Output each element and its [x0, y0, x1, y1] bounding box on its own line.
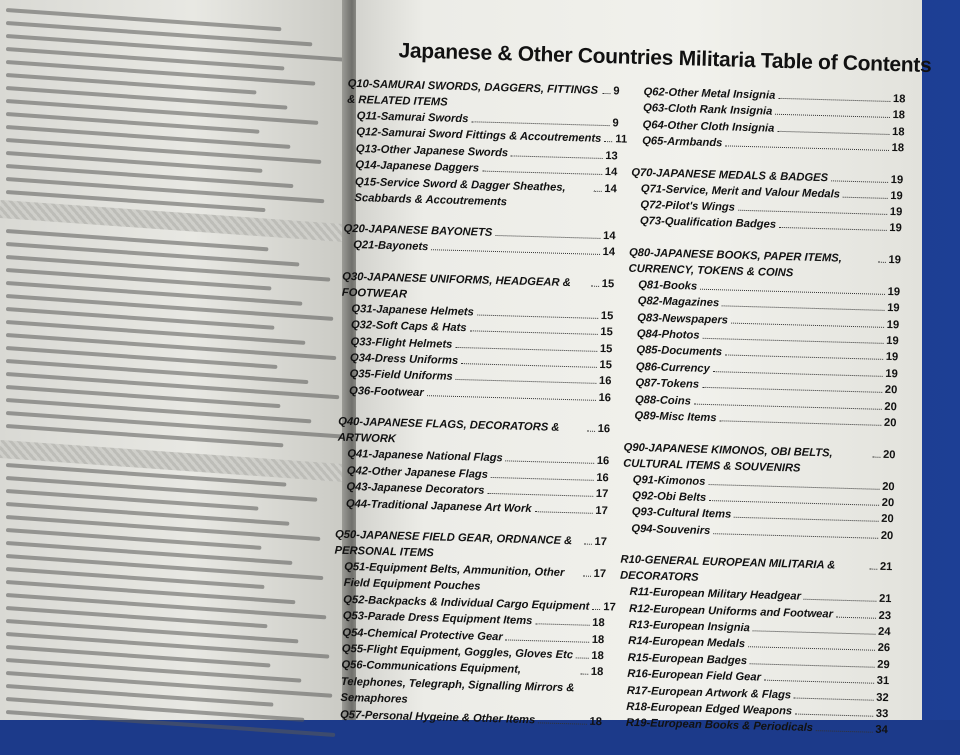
left-page-text-line [6, 34, 343, 62]
toc-entry-label: Q65-Armbands [641, 135, 723, 150]
toc-dot-leader [836, 616, 876, 618]
toc-entry-page: 19 [885, 351, 899, 364]
toc-dot-leader [816, 731, 872, 734]
toc-entry-page: 20 [883, 417, 897, 430]
toc-section-page: 15 [601, 277, 615, 291]
toc-dot-leader [843, 196, 887, 198]
left-page-text-line [6, 411, 342, 438]
toc-dot-leader [731, 322, 884, 327]
toc-entry-page: 18 [891, 142, 905, 155]
left-page-text-line [6, 138, 322, 164]
left-page-text-line [6, 710, 335, 737]
toc-dot-leader [725, 355, 883, 360]
toc-entry-label: Q35-Field Uniforms [349, 368, 453, 384]
toc-entry-label: Q85-Documents [636, 344, 723, 359]
toc-section [344, 76, 628, 214]
toc-entry-label: Q62-Other Metal Insignia [643, 86, 776, 102]
toc-section-page: 19 [888, 253, 902, 267]
toc-entry-label: R14-European Medals [628, 635, 746, 651]
toc-entry-label: Q34-Dress Uniforms [349, 352, 459, 368]
toc-dot-leader [872, 456, 880, 457]
toc-entry-page: 18 [892, 93, 906, 106]
toc-entry-page: 16 [596, 455, 610, 468]
toc-entry-page: 18 [892, 109, 906, 122]
toc-dot-leader [583, 543, 591, 544]
toc-entry-label: Q89-Misc Items [634, 410, 717, 425]
toc-dot-leader [750, 663, 874, 667]
toc-entry-page: 17 [595, 504, 609, 517]
toc-entry-page: 9 [612, 117, 619, 130]
toc-dot-leader [775, 114, 889, 118]
toc-entry-page: 26 [877, 642, 891, 655]
toc-entry-label: Q73-Qualification Badges [639, 215, 777, 232]
toc-entry-label: R19-European Books & Periodicals [625, 717, 814, 735]
toc-entry-page: 17 [603, 600, 616, 614]
toc-section [343, 221, 616, 261]
toc-dot-leader [482, 171, 602, 175]
toc-entry-label: Q11-Samurai Swords [356, 110, 469, 126]
right-page [334, 0, 932, 737]
toc-entry-label: Q81-Books [637, 278, 698, 293]
toc-entry-label: Q64-Other Cloth Insignia [642, 118, 775, 135]
toc-section-title: R10-GENERAL EUROPEAN MILITARIA & DECORATORS [619, 553, 836, 584]
toc-section [621, 439, 896, 544]
toc-entry-page: 16 [598, 391, 612, 405]
toc-dot-leader [469, 331, 597, 336]
toc-dot-leader [587, 431, 595, 432]
toc-section [616, 552, 893, 739]
toc-entry-label: R12-European Uniforms and Footwear [628, 602, 834, 621]
toc-entry-label: Q82-Magazines [637, 295, 720, 310]
toc-section-title: Q70-JAPANESE MEDALS & BADGES [631, 166, 829, 184]
toc-entry-label: Q36-Footwear [348, 384, 424, 399]
toc-entry-page: 15 [599, 359, 613, 372]
toc-entry-page: 13 [605, 149, 618, 163]
toc-entry-page: 15 [600, 309, 614, 323]
toc-entry-label: Q53-Parade Dress Equipment Items [342, 609, 533, 628]
toc-dot-leader [877, 262, 885, 263]
toc-entry-label: Q92-Obi Belts [632, 489, 707, 504]
toc-dot-leader [713, 533, 878, 539]
toc-dot-leader [702, 387, 882, 393]
toc-dot-leader [583, 575, 591, 576]
toc-dot-leader [869, 569, 877, 570]
toc-entry-page: 34 [875, 724, 888, 737]
toc-entry-page: 18 [591, 649, 604, 663]
toc-entry-page: 14 [602, 246, 616, 259]
toc-entry [330, 657, 603, 714]
toc-dot-leader [794, 697, 873, 700]
toc-entry-label: Q87-Tokens [635, 377, 700, 392]
toc-section [336, 414, 611, 519]
toc-dot-leader [506, 461, 594, 464]
toc-entry-label: Q32-Soft Caps & Hats [350, 319, 467, 335]
toc-entry-label: Q54-Chemical Protective Gear [342, 626, 503, 643]
toc-column-left [329, 76, 628, 745]
toc-column-right [615, 84, 905, 754]
left-page-text-line [6, 320, 306, 345]
left-page-text-line [6, 333, 336, 360]
left-page-text-line [6, 99, 319, 125]
toc-title: Japanese & Other Countries Militaria Table of Contents [398, 39, 932, 78]
toc-dot-leader [694, 403, 882, 409]
toc-entry [344, 173, 617, 213]
left-page-text-line [6, 593, 326, 619]
toc-section-title: Q40-JAPANESE FLAGS, DECORATORS & ARTWORK [337, 415, 560, 446]
toc-dot-leader [702, 338, 883, 344]
left-page-text-line [6, 21, 313, 46]
toc-entry-label: Q31-Japanese Helmets [351, 302, 475, 319]
toc-entry-page: 20 [884, 384, 898, 397]
toc-dot-leader [777, 131, 889, 135]
toc-entry-page: 20 [882, 480, 895, 493]
left-page-text-line [6, 554, 324, 580]
toc-entry-page: 17 [595, 487, 609, 501]
toc-entry-page: 15 [599, 342, 613, 355]
toc-dot-leader [427, 395, 596, 401]
toc-entry-page: 14 [604, 182, 617, 195]
toc-dot-leader [713, 371, 883, 377]
toc-section [339, 269, 615, 407]
toc-section-title: Q30-JAPANESE UNIFORMS, HEADGEAR & FOOTWEAR [341, 270, 571, 301]
toc-entry-label: Q72-Pilot's Wings [640, 199, 736, 214]
toc-dot-leader [795, 714, 873, 717]
toc-entry-page: 24 [877, 625, 891, 639]
toc-entry-page: 33 [875, 707, 889, 721]
toc-section-page: 19 [890, 173, 904, 186]
toc-entry-page: 20 [884, 400, 898, 413]
toc-section-page: 21 [879, 560, 893, 574]
toc-entry-page: 19 [886, 318, 900, 331]
toc-dot-leader [592, 609, 600, 610]
toc-entry-page: 20 [881, 513, 894, 526]
toc-dot-leader [602, 93, 610, 94]
toc-dot-leader [431, 250, 599, 256]
toc-dot-leader [738, 210, 887, 215]
toc-section-title: Q80-JAPANESE BOOKS, PAPER ITEMS, CURRENCY, TOKENS & COINS [628, 246, 842, 280]
left-page [0, 0, 352, 720]
toc-entry-label: Q15-Service Sword & Dagger Sheathes, Scabbards & Accoutrements [354, 175, 566, 209]
left-page-text-line [6, 359, 309, 384]
left-page-text-line [6, 60, 316, 86]
toc-dot-leader [804, 599, 876, 602]
toc-section-title: Q90-JAPANESE KIMONOS, OBI BELTS, CULTURAL ITEMS & SOUVENIRS [623, 441, 833, 475]
toc-dot-leader [495, 235, 600, 239]
toc-entry-label: Q83-Newspapers [637, 311, 729, 327]
toc-entry-label: Q14-Japanese Daggers [355, 159, 480, 175]
left-page-text-line [6, 177, 325, 203]
toc-entry-label: Q63-Cloth Rank Insignia [642, 102, 773, 119]
toc-entry-page: 19 [889, 222, 902, 235]
left-page-text-line [6, 398, 312, 423]
toc-dot-leader [748, 647, 875, 652]
toc-entry-label: Q94-Souvenirs [631, 522, 711, 537]
toc-entry-page: 19 [885, 367, 898, 381]
toc-entry-label: R11-European Military Headgear [629, 585, 802, 603]
toc-entry-page: 18 [592, 616, 605, 630]
toc-section [630, 164, 904, 237]
toc-entry-label: Q44-Traditional Japanese Art Work [345, 497, 532, 515]
toc-entry-page: 19 [886, 302, 900, 315]
toc-entry-label: Q21-Bayonets [352, 239, 429, 254]
toc-dot-leader [471, 121, 609, 126]
toc-dot-leader [709, 500, 879, 506]
toc-dot-leader [506, 639, 589, 642]
toc-dot-leader [511, 155, 602, 159]
toc-entry-page: 32 [876, 691, 889, 704]
toc-section-page: 9 [613, 85, 620, 98]
toc-entry-label: Q13-Other Japanese Swords [355, 142, 509, 160]
toc-entry-page: 29 [877, 658, 890, 671]
toc-dot-leader [734, 517, 878, 522]
toc-entry-page: 19 [886, 335, 899, 348]
toc-dot-leader [764, 680, 874, 684]
left-page-text-line [6, 671, 332, 698]
toc-dot-leader [719, 420, 880, 426]
left-page-text-line [6, 476, 318, 502]
toc-section [330, 527, 616, 731]
toc-entry-label: R16-European Field Gear [627, 667, 762, 684]
left-page-text-line [6, 294, 333, 321]
toc-entry-label: Q12-Samurai Sword Fittings & Accoutrements [356, 126, 602, 146]
toc-dot-leader [779, 227, 886, 231]
toc-dot-leader [576, 657, 588, 658]
toc-dot-leader [455, 347, 597, 352]
toc-entry-page: 11 [615, 133, 628, 147]
toc-dot-leader [753, 630, 875, 634]
toc-entry-label: Q41-Japanese National Flags [347, 448, 503, 465]
toc-entry-label: Q84-Photos [636, 328, 700, 342]
toc-section-title: Q20-JAPANESE BAYONETS [343, 223, 493, 240]
toc-entry-page: 15 [600, 326, 613, 339]
toc-entry-label: Q93-Cultural Items [631, 506, 732, 521]
toc-dot-leader [580, 674, 588, 675]
left-page-text-line [6, 632, 329, 659]
toc-entry-label: Q91-Kimonos [632, 473, 706, 488]
toc-dot-leader [604, 141, 612, 142]
toc-entry-page: 18 [590, 666, 604, 679]
toc-section [632, 84, 906, 157]
toc-dot-leader [538, 722, 586, 724]
toc-dot-leader [778, 98, 890, 102]
toc-entry-label: Q42-Other Japanese Flags [346, 464, 489, 481]
toc-entry-page: 23 [878, 609, 892, 622]
toc-entry-page: 19 [887, 285, 901, 299]
toc-dot-leader [487, 493, 592, 497]
toc-entry-label: R13-European Insignia [628, 618, 751, 635]
toc-entry-page: 17 [593, 567, 607, 581]
toc-entry-label: Q86-Currency [635, 360, 711, 375]
toc-dot-leader [725, 146, 888, 152]
toc-dot-leader [535, 623, 589, 626]
toc-dot-leader [491, 477, 593, 481]
left-page-text-line [6, 372, 339, 399]
toc-entry-label: Q55-Flight Equipment, Goggles, Gloves Etc [341, 642, 574, 662]
toc-section-page: 16 [597, 423, 611, 436]
toc-dot-leader [456, 379, 596, 384]
toc-entry-page: 18 [591, 633, 605, 646]
toc-entry-label: R18-European Edged Weapons [626, 700, 793, 718]
toc-dot-leader [534, 511, 592, 514]
toc-entry-label: R15-European Badges [627, 651, 748, 667]
toc-entry-page: 18 [589, 715, 603, 728]
toc-entry-label: Q33-Flight Helmets [350, 335, 453, 351]
toc-section [624, 245, 901, 432]
toc-section-title: Q10-SAMURAI SWORDS, DAGGERS, FITTINGS & RELATED ITEMS [347, 77, 599, 109]
left-page-text-line [6, 515, 321, 541]
toc-entry-page: 31 [876, 674, 890, 688]
toc-section-title: Q50-JAPANESE FIELD GEAR, ORDNANCE & PERSONAL ITEMS [334, 528, 573, 560]
toc-entry-label: Q52-Backpacks & Individual Cargo Equipment [343, 593, 590, 613]
toc-dot-leader [477, 314, 598, 318]
toc-section-page: 14 [602, 230, 616, 243]
toc-entry-page: 18 [891, 125, 905, 139]
left-page-text-line [6, 697, 305, 722]
toc-entry-page: 20 [881, 496, 895, 510]
left-page-text-line [6, 255, 330, 282]
toc-entry-label: Q57-Personal Hygeine & Other Items [339, 708, 536, 726]
toc-dot-leader [461, 363, 596, 368]
toc-dot-leader [708, 484, 879, 490]
toc-dot-leader [722, 306, 884, 312]
toc-dot-leader [593, 190, 601, 191]
toc-section-page: 20 [882, 448, 896, 461]
toc-entry-label: R17-European Artwork & Flags [626, 684, 792, 701]
toc-dot-leader [831, 180, 888, 183]
toc-entry-label: Q43-Japanese Decorators [346, 481, 485, 497]
toc-entry-page: 20 [880, 529, 894, 542]
toc-entry-page: 19 [890, 189, 903, 202]
toc-dot-leader [700, 289, 884, 295]
toc-entry-page: 21 [878, 592, 892, 606]
toc-entry-label: Q51-Equipment Belts, Ammunition, Other Field Equipment Pouches [343, 560, 565, 594]
table-of-contents [334, 0, 932, 737]
toc-entry-label: Q88-Coins [634, 393, 692, 408]
toc-entry-label: Q71-Service, Merit and Valour Medals [640, 182, 841, 201]
toc-entry-page: 14 [604, 166, 618, 179]
toc-entry-page: 16 [598, 375, 612, 388]
toc-dot-leader [591, 286, 599, 287]
toc-entry-label: Q56-Communications Equipment, Telephones, Telegraph, Signalling Mirrors & Semaphores [340, 659, 575, 706]
toc-entry-page: 16 [596, 471, 609, 484]
toc-section-page: 17 [594, 535, 608, 549]
toc-entry-page: 19 [889, 206, 903, 219]
